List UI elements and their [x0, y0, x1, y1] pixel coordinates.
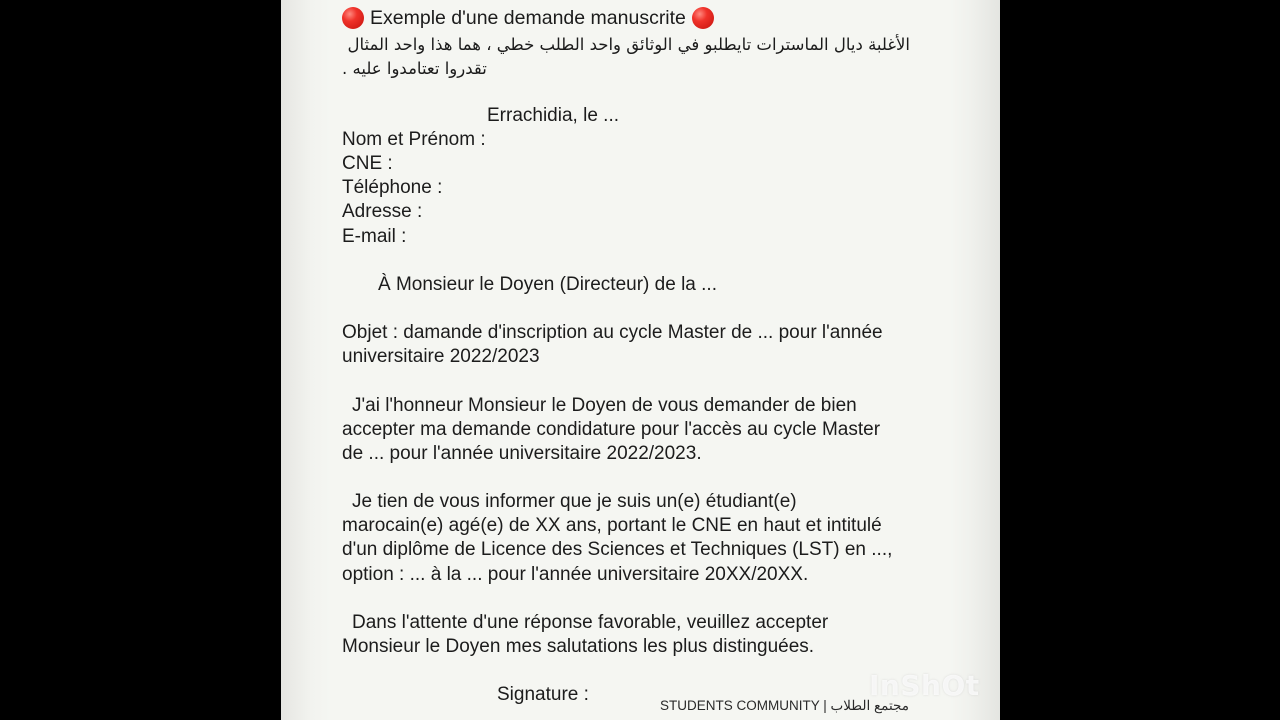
place-date: Errachidia, le ... [487, 105, 619, 126]
paragraph-2-line-1: Je tien de vous informer que je suis un(e) étudiant(e) [352, 491, 797, 512]
document-image [281, 0, 1000, 720]
title-text: Exemple d'une demande manuscrite [370, 7, 686, 29]
field-cne: CNE : [342, 153, 393, 174]
arabic-intro-line-2: تقدروا تعتامدوا عليه . [342, 59, 487, 78]
signature-label: Signature : [497, 684, 589, 705]
field-phone: Téléphone : [342, 177, 443, 198]
arabic-intro-line-1: الأغلبة ديال الماسترات تايطلبو في الوثائق واحد الطلب خطي ، هما هذا واحد المثال [347, 35, 910, 54]
paragraph-2-line-4: option : ... à la ... pour l'année universitaire 20XX/20XX. [342, 564, 809, 585]
recipient: À Monsieur le Doyen (Directeur) de la ... [378, 274, 717, 295]
paragraph-2-line-3: d'un diplôme de Licence des Sciences et Techniques (LST) en ..., [342, 539, 893, 560]
document-title [342, 6, 714, 30]
field-email: E-mail : [342, 226, 407, 247]
subject-line-1: Objet : damande d'inscription au cycle Master de ... pour l'année [342, 322, 883, 343]
paragraph-1-line-2: accepter ma demande condidature pour l'accès au cycle Master [342, 419, 881, 440]
paragraph-2-line-2: marocain(e) agé(e) de XX ans, portant le CNE en haut et intitulé [342, 515, 882, 536]
paragraph-1-line-3: de ... pour l'année universitaire 2022/2023. [342, 443, 702, 464]
red-circle-icon [342, 7, 364, 29]
field-name: Nom et Prénom : [342, 129, 486, 150]
channel-footer: STUDENTS COMMUNITY | مجتمع الطلاب [660, 698, 909, 713]
inshot-watermark: InShOt [869, 669, 980, 702]
paragraph-3-line-1: Dans l'attente d'une réponse favorable, veuillez accepter [352, 612, 829, 633]
red-circle-icon [692, 7, 714, 29]
subject-line-2: universitaire 2022/2023 [342, 346, 540, 367]
handwritten-request-template [342, 0, 942, 720]
paragraph-3-line-2: Monsieur le Doyen mes salutations les plus distinguées. [342, 636, 815, 657]
paragraph-1-line-1: J'ai l'honneur Monsieur le Doyen de vous demander de bien [352, 395, 857, 416]
field-address: Adresse : [342, 201, 423, 222]
